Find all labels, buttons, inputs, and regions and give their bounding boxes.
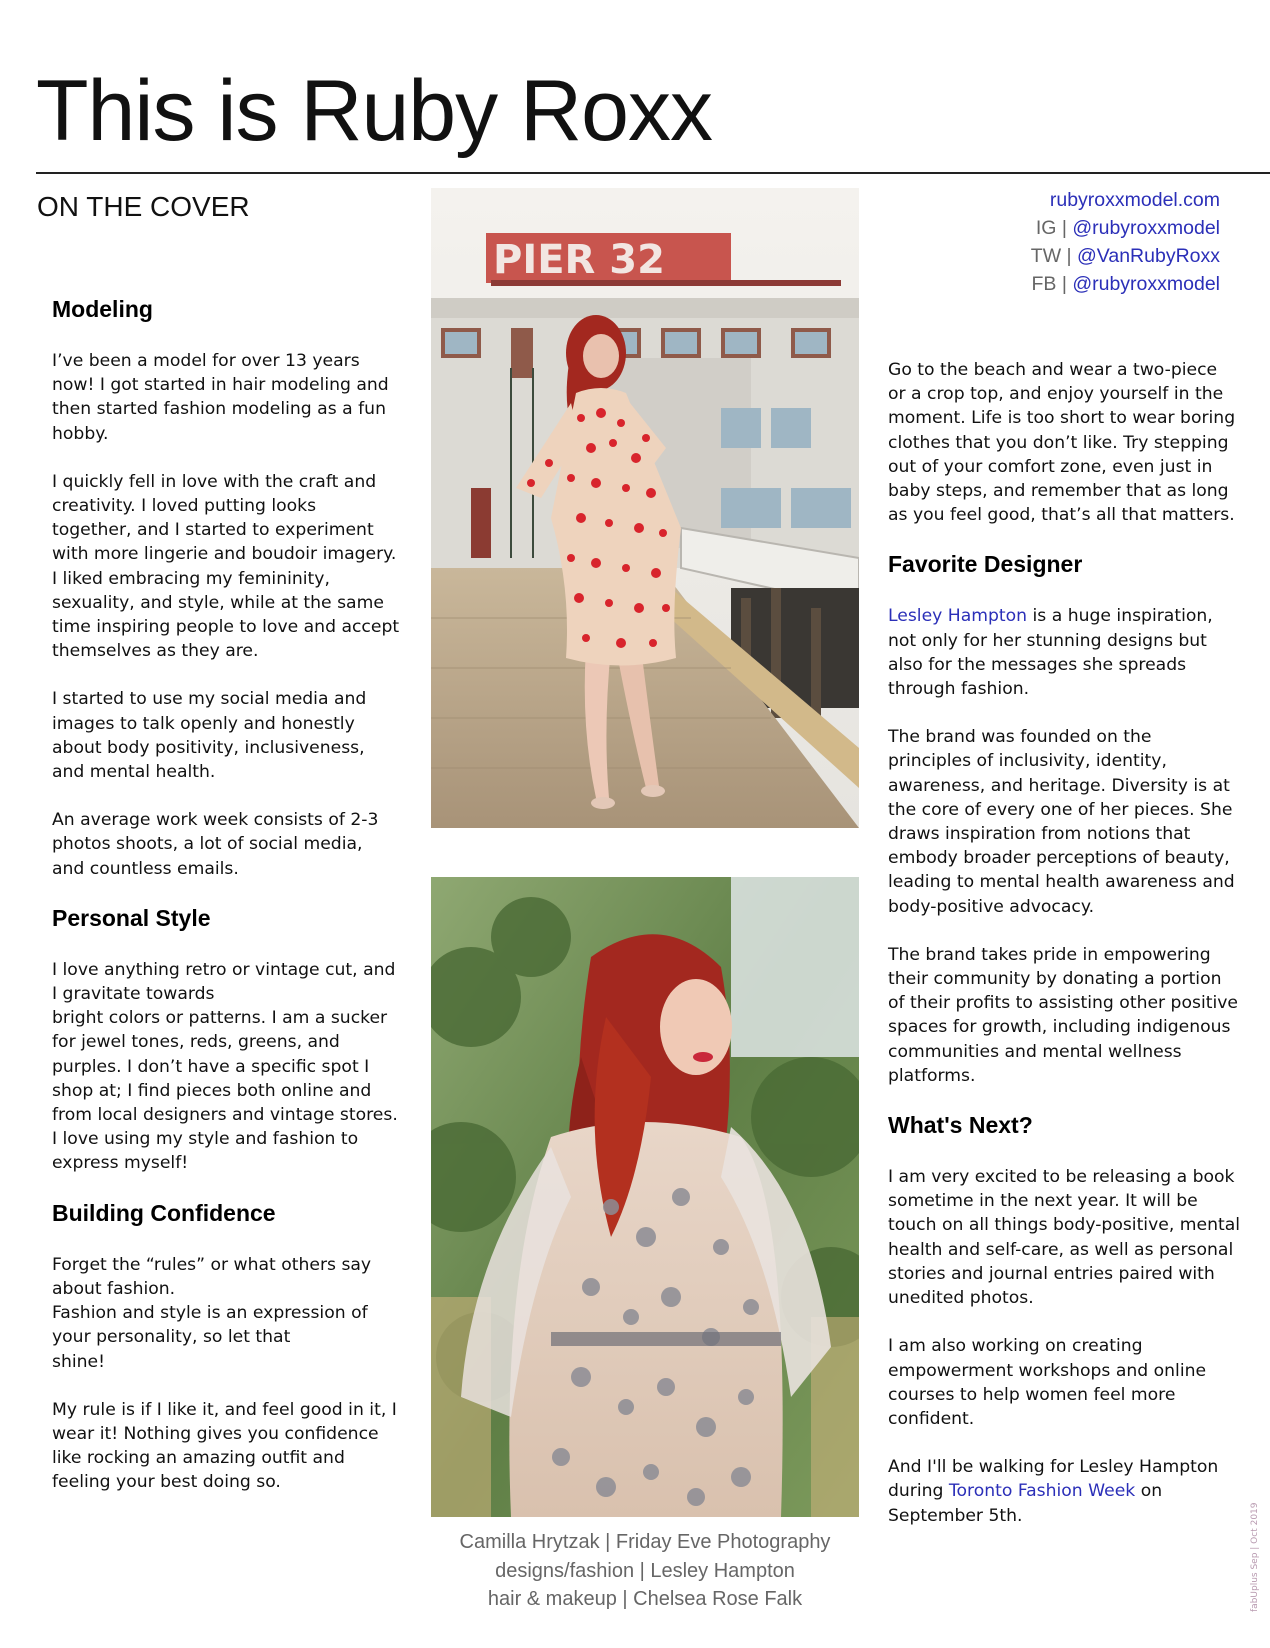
modeling-heading: Modeling: [52, 296, 153, 322]
tw-prefix: TW |: [1030, 245, 1077, 267]
confidence-line-a: Forget the “rules” or what others say about fashion.: [52, 1254, 372, 1299]
personal-style-paragraph: [52, 958, 400, 1176]
section-label: ON THE COVER: [37, 191, 250, 222]
designer-paragraph-2: The brand was founded on the principles of inclusivity, identity, awareness, and heritage. Diversity is at the core of every one of her pieces. She draws inspiration from notions that embody broader perceptions of beauty, leading to mental health awareness and body-positive advocacy.: [888, 727, 1235, 917]
next-paragraph-3-start: And I'll be walking for Lesley Hampton during: [888, 1457, 1219, 1502]
next-paragraph-2: I am also working on creating empowerment workshops and online courses to help women feel more confident.: [888, 1336, 1207, 1429]
modeling-paragraph-1: I’ve been a model for over 13 years now! I got started in hair modeling and then started fashion modeling as a fun hobby.: [52, 351, 389, 444]
modeling-paragraph-2: I quickly fell in love with the craft and creativity. I loved putting looks together, and I started to experiment with more lingerie and boudoir imagery. I liked embracing my femininity, sexuality, and style, while at the same time inspiring people to love and accept themselves as they are.: [52, 471, 400, 662]
designer-paragraph-1: [888, 604, 1240, 701]
title-divider: [36, 172, 1270, 174]
credit-photography: Camilla Hrytzak | Friday Eve Photography: [459, 1531, 831, 1553]
credit-hair-makeup: hair & makeup | Chelsea Rose Falk: [487, 1588, 803, 1610]
next-paragraph-3-end: on September 5th.: [888, 1481, 1163, 1526]
social-links: [1031, 186, 1220, 298]
portrait-photo-garden: [431, 877, 859, 1517]
favorite-designer-heading: Favorite Designer: [888, 551, 1083, 578]
fb-prefix: FB |: [1031, 273, 1073, 295]
designer-paragraph-3: The brand takes pride in empowering their community by donating a portion of their profits to assisting other positive spaces for growth, including indigenous communities and mental wellness platforms.: [888, 944, 1238, 1086]
twitter-link[interactable]: @VanRubyRoxx: [1077, 245, 1220, 267]
instagram-link[interactable]: @rubyroxxmodel: [1072, 217, 1220, 239]
next-paragraph-3: [888, 1455, 1240, 1528]
credit-design: designs/fashion | Lesley Hampton: [495, 1559, 795, 1582]
confidence-paragraph-2: My rule is if I like it, and feel good in it, I wear it! Nothing gives you confidence like rocking an amazing outfit and feeling your best doing so.: [52, 1399, 397, 1493]
next-paragraph-1: I am very excited to be releasing a book sometime in the next year. It will be touch on all things body-positive, mental health and self-care, as well as personal stories and journal entries paired with unedited photos.: [888, 1167, 1241, 1309]
modeling-paragraph-4: An average work week consists of 2-3 photos shoots, a lot of social media, and countless emails.: [52, 810, 379, 879]
pier-sign-text: PIER 32: [493, 237, 665, 283]
confidence-heading: Building Confidence: [52, 1199, 276, 1226]
whats-next-heading: What's Next?: [888, 1112, 1033, 1139]
personal-style-heading: Personal Style: [52, 904, 211, 931]
website-link[interactable]: rubyroxxmodel.com: [1049, 189, 1220, 211]
toronto-fashion-week-link[interactable]: Toronto Fashion Week: [948, 1481, 1136, 1502]
left-column: [52, 296, 400, 1519]
confidence-line-c: shine!: [52, 1351, 105, 1372]
cover-photo-pier: [431, 188, 859, 828]
page-title: This is Ruby Roxx: [36, 63, 712, 159]
photo-credits: [431, 1528, 859, 1614]
style-line-b: bright colors or patterns. I am a sucker for jewel tones, reds, greens, and purples. I don’t have a specific spot I shop at; I find pieces both online and from local designers and vintage stores. I love using my style and fashion to express myself!: [52, 1008, 398, 1174]
right-column: [888, 358, 1240, 1552]
modeling-paragraph-3: I started to use my social media and images to talk openly and honestly about body positivity, inclusiveness, and mental health.: [52, 689, 367, 783]
style-line-a: I love anything retro or vintage cut, and I gravitate towards: [52, 959, 396, 1005]
confidence-paragraph-1: [52, 1253, 400, 1374]
intro-paragraph: Go to the beach and wear a two-piece or a crop top, and enjoy yourself in the moment. Life is too short to wear boring clothes that you don’t like. Try stepping out of your comfort zone, even just in baby steps, and remember that as long as you feel good, that’s all that matters.: [888, 360, 1236, 526]
confidence-line-b: Fashion and style is an expression of your personality, so let that: [52, 1303, 368, 1348]
issue-side-note: fabUplus Sep | Oct 2019: [1250, 1502, 1260, 1612]
ig-prefix: IG |: [1035, 217, 1073, 239]
lesley-hampton-link[interactable]: Lesley Hampton: [888, 606, 1028, 627]
designer-paragraph-1-rest: is a huge inspiration, not only for her stunning designs but also for the messages she spreads through fashion.: [888, 606, 1213, 700]
facebook-link[interactable]: @rubyroxxmodel: [1072, 273, 1220, 295]
